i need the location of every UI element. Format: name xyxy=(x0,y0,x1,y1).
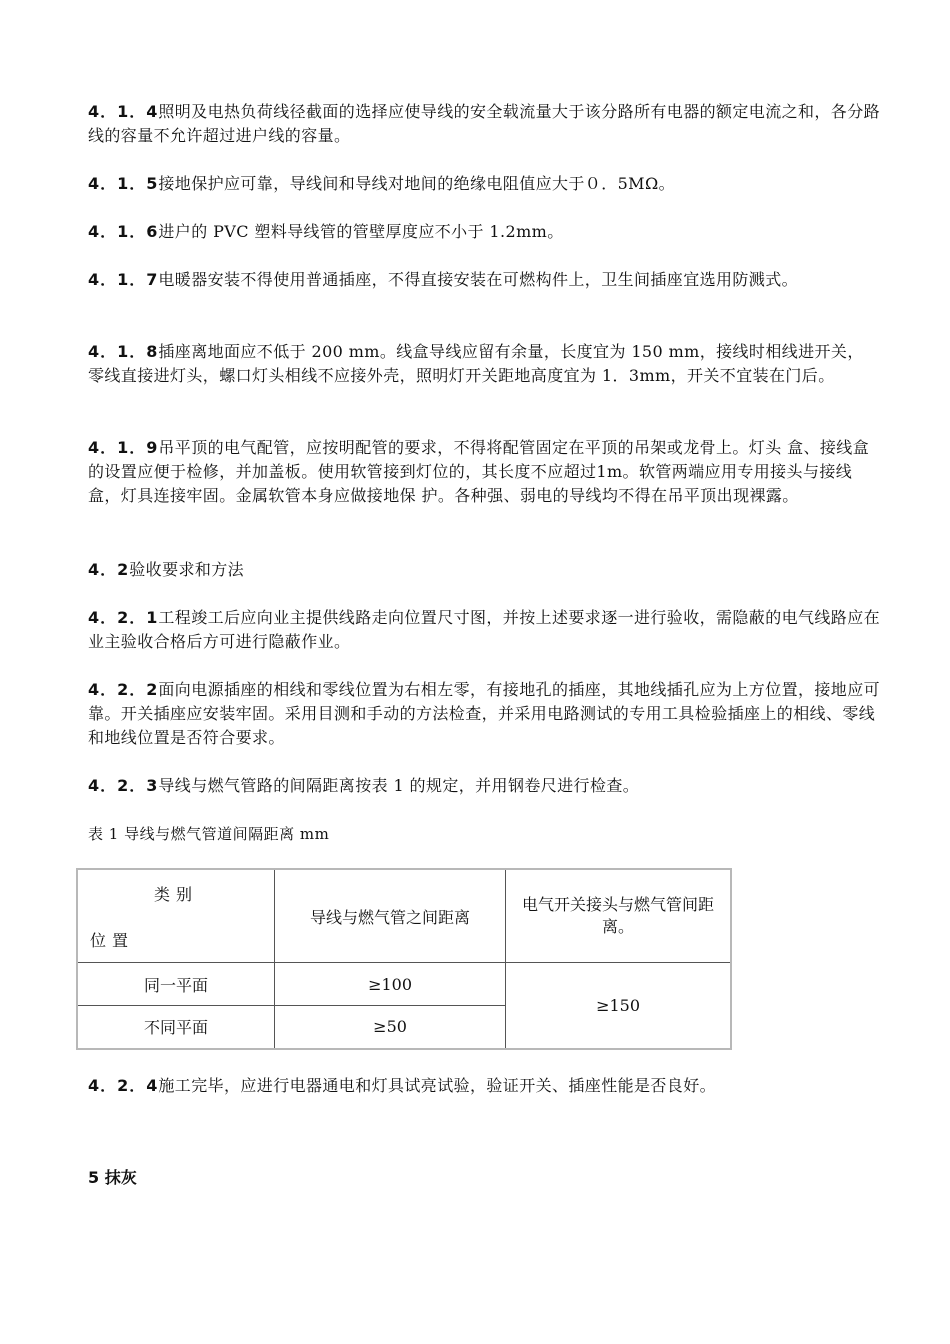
table-corner-cell xyxy=(77,869,275,963)
clause-number: 4．2．2 xyxy=(88,680,159,699)
clause-text: 照明及电热负荷线径截面的选择应使导线的安全载流量大于该分路所有电器的额定电流之和，各分路线的容量不允许超过进户线的容量。 xyxy=(88,102,881,145)
col1-header: 导线与燃气管之间距离 xyxy=(275,869,506,963)
paragraph-4-1-4 xyxy=(88,100,880,148)
clause-text: 吊平顶的电气配管，应按明配管的要求，不得将配管固定在平顶的吊架或龙骨上。灯头 盒、接线盒的设置应便于检修，并加盖板。使用软管接到灯位的，其长度不应超过1m。软管两端应用专用接头与接线盒，灯具连接牢固。金属软管本身应做接地保 护。各种强、弱电的导线均不得在吊平顶出现裸露。 xyxy=(88,438,870,505)
paragraph-4-2-1 xyxy=(88,606,880,654)
row-col1-value: ≥50 xyxy=(275,1006,506,1049)
paragraph-4-1-7 xyxy=(88,268,880,292)
paragraph-4-1-5 xyxy=(88,172,880,196)
clause-number: 4．1．5 xyxy=(88,174,159,193)
row-label: 同一平面 xyxy=(77,963,275,1006)
clause-text: 工程竣工后应向业主提供线路走向位置尺寸图，并按上述要求逐一进行验收，需隐蔽的电气线路应在业主验收合格后方可进行隐蔽作业。 xyxy=(88,608,881,651)
paragraph-4-2-2 xyxy=(88,678,880,750)
clause-text: 插座离地面应不低于 200 mm。线盒导线应留有余量，长度宜为 150 mm，接线时相线进开关，零线直接进灯头，螺口灯头相线不应接外壳，照明灯开关距地高度宜为 1．3mm，开关不宜装在门后。 xyxy=(88,342,864,385)
corner-position-label: 位置 xyxy=(90,931,135,950)
section-heading: 5 抹灰 xyxy=(88,1168,137,1187)
clause-number: 4．1．9 xyxy=(88,438,159,457)
clause-number: 4．2 xyxy=(88,560,130,579)
clause-number: 4．1．4 xyxy=(88,102,159,121)
clause-text: 进户的 PVC 塑料导线管的管壁厚度应不小于 1.2mm。 xyxy=(158,222,564,241)
table-row xyxy=(77,963,731,1006)
paragraph-4-1-6 xyxy=(88,220,880,244)
merged-col2-value: ≥150 xyxy=(506,963,731,1049)
clause-number: 4．1．8 xyxy=(88,342,159,361)
clause-number: 4．2．3 xyxy=(88,776,159,795)
clause-text: 电暖器安装不得使用普通插座，不得直接安装在可燃构件上，卫生间插座宜选用防溅式。 xyxy=(158,270,799,289)
clause-number: 4．2．4 xyxy=(88,1076,159,1095)
row-label: 不同平面 xyxy=(77,1006,275,1049)
table-header-row xyxy=(77,869,731,963)
clause-number: 4．1．7 xyxy=(88,270,159,289)
table-caption: 表 1 导线与燃气管道间隔距离 mm xyxy=(88,825,330,843)
paragraph-4-2-4 xyxy=(88,1074,880,1098)
paragraph-4-2-3 xyxy=(88,774,880,798)
clause-text: 施工完毕，应进行电器通电和灯具试亮试验，验证开关、插座性能是否良好。 xyxy=(158,1076,717,1095)
clause-number: 4．2．1 xyxy=(88,608,159,627)
clause-text: 导线与燃气管路的间隔距离按表 1 的规定，并用钢卷尺进行检查。 xyxy=(158,776,640,795)
clause-text: 面向电源插座的相线和零线位置为右相左零，有接地孔的插座，其地线插孔应为上方位置，接地应可靠。开关插座应安装牢固。采用目测和手动的方法检查，并采用电路测试的专用工具检验插座上的相线、零线和地线位置是否符合要求。 xyxy=(88,680,881,747)
paragraph-4-2 xyxy=(88,558,880,582)
clause-text: 验收要求和方法 xyxy=(129,560,245,579)
col2-header: 电气开关接头与燃气管间距离。 xyxy=(506,869,731,963)
clause-number: 4．1．6 xyxy=(88,222,159,241)
gas-distance-table xyxy=(76,868,732,1050)
paragraph-4-1-8 xyxy=(88,340,880,388)
paragraph-4-1-9 xyxy=(88,436,880,508)
row-col1-value: ≥100 xyxy=(275,963,506,1006)
corner-category-label: 类别 xyxy=(154,885,199,904)
clause-text: 接地保护应可靠，导线间和导线对地间的绝缘电阻值应大于０．5MΩ。 xyxy=(158,174,676,193)
